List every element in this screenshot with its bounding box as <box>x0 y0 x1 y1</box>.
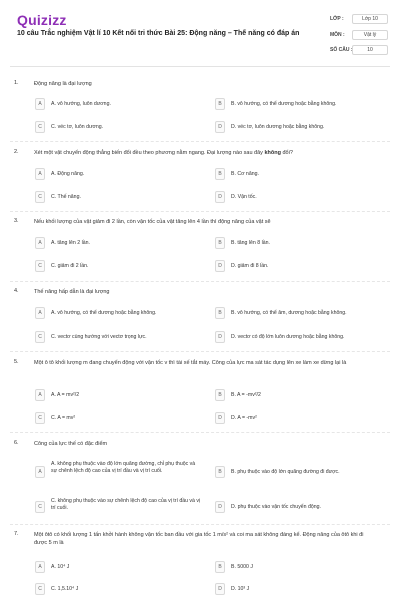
option-letter-box: A <box>35 389 45 401</box>
option-b[interactable] <box>215 561 390 573</box>
question-text <box>34 149 374 157</box>
option-b[interactable] <box>215 237 390 249</box>
option-a[interactable] <box>35 98 205 110</box>
option-text: D. phụ thuộc vào vận tốc chuyển động. <box>231 504 321 510</box>
option-text: D. vectơ có độ lớn luôn dương hoặc bằng không. <box>231 334 345 340</box>
option-letter-box: D <box>215 191 225 203</box>
option-letter-box: D <box>215 583 225 595</box>
option-text: C. Thế năng. <box>51 194 81 200</box>
meta-subject <box>330 30 390 42</box>
option-a[interactable] <box>35 561 205 573</box>
option-letter-box: C <box>35 501 45 513</box>
question-text: Một ô tô khối lượng m đang chuyển động với vận tốc v thì tài xế tắt máy. Công của lực ma sát tác dụng lên xe làm xe dừng lại là <box>34 360 347 366</box>
option-letter-box: D <box>215 121 225 133</box>
option-text: C. A = mv² <box>51 415 76 421</box>
option-b[interactable] <box>215 466 390 478</box>
page-title: 10 câu Trắc nghiệm Vật lí 10 Kết nối tri thức Bài 25: Động năng – Thế năng có đáp án <box>17 30 300 37</box>
option-letter-box: B <box>215 307 225 319</box>
option-b[interactable] <box>215 98 390 110</box>
option-a[interactable] <box>35 237 205 249</box>
option-c[interactable] <box>35 331 205 343</box>
question-text-part: Xét một vật chuyển động thẳng biến đổi đều theo phương nằm ngang. Đại lượng nào sau đây <box>34 150 265 156</box>
option-letter-box: D <box>215 260 225 272</box>
option-text: C. vectơ cùng hướng với vectơ trọng lực. <box>51 334 147 340</box>
option-letter-box: A <box>35 307 45 319</box>
option-letter-box: C <box>35 331 45 343</box>
worksheet-header <box>0 0 400 64</box>
question-text-part: đổi? <box>280 150 293 156</box>
option-b[interactable] <box>215 389 390 401</box>
option-a[interactable] <box>35 168 205 180</box>
option-letter-box: C <box>35 412 45 424</box>
option-text: A. 10⁴ J <box>51 564 70 570</box>
option-text: B. A = -mv²/2 <box>231 392 261 398</box>
question-number: 5. <box>14 359 19 365</box>
option-letter-box: B <box>215 237 225 249</box>
option-letter-box: B <box>215 389 225 401</box>
option-c[interactable] <box>35 260 205 272</box>
option-c[interactable] <box>35 497 205 517</box>
meta-count <box>330 45 390 57</box>
question-text: Động năng là đại lượng <box>34 81 92 87</box>
question-divider <box>10 281 390 282</box>
option-letter-box: C <box>35 260 45 272</box>
option-d[interactable] <box>215 501 390 513</box>
option-a[interactable] <box>35 389 205 401</box>
option-c[interactable] <box>35 191 205 203</box>
option-text: D. véc tơ, luôn dương hoặc bằng không. <box>231 124 325 130</box>
option-text: D. giảm đi 8 lần. <box>231 263 269 269</box>
option-letter-box: B <box>215 98 225 110</box>
option-letter-box: A <box>35 561 45 573</box>
meta-subject-value: Vật lý <box>352 30 388 40</box>
option-c[interactable] <box>35 121 205 133</box>
option-d[interactable] <box>215 331 390 343</box>
quizizz-logo: Quizizz <box>17 12 67 28</box>
option-text: C. 1,5.10⁴ J <box>51 586 79 592</box>
question-divider <box>10 141 390 142</box>
option-c[interactable] <box>35 412 205 424</box>
question-divider <box>10 351 390 352</box>
option-text: C. véc tơ, luôn dương. <box>51 124 104 130</box>
option-letter-box: C <box>35 583 45 595</box>
question-text: Công của lực thế có đặc điểm <box>34 441 108 447</box>
question-number: 3. <box>14 218 19 224</box>
option-text: A. tăng lên 2 lần. <box>51 240 90 246</box>
question-number: 6. <box>14 440 19 446</box>
option-a[interactable] <box>35 459 205 485</box>
option-letter-box: D <box>215 412 225 424</box>
option-a[interactable] <box>35 307 205 319</box>
option-d[interactable] <box>215 191 390 203</box>
option-b[interactable] <box>215 307 390 319</box>
option-d[interactable] <box>215 121 390 133</box>
option-text: D. A = -mv² <box>231 415 257 421</box>
option-text: B. vô hướng, có thể âm, dương hoặc bằng không. <box>231 310 347 316</box>
option-text: C. giảm đi 2 lần. <box>51 263 89 269</box>
option-letter-box: B <box>215 466 225 478</box>
option-text: B. Cơ năng. <box>231 171 259 177</box>
option-letter-box: D <box>215 331 225 343</box>
option-letter-box: B <box>215 168 225 180</box>
option-text: C. không phụ thuộc vào sự chênh lệch độ cao của vị trí đầu và vị trí cuối. <box>51 498 201 511</box>
question-divider <box>10 432 390 433</box>
header-divider <box>10 66 390 67</box>
question-number: 4. <box>14 288 19 294</box>
option-d[interactable] <box>215 583 390 595</box>
option-letter-box: C <box>35 191 45 203</box>
option-text: D. Vận tốc. <box>231 194 257 200</box>
question-text-emphasis: không <box>264 150 281 156</box>
option-d[interactable] <box>215 260 390 272</box>
option-text: A. không phụ thuộc vào độ lớn quãng đường, chỉ phụ thuộc và sự chênh lệch độ cao của vị trí đầu và vị trí cuối. <box>51 461 196 474</box>
option-text: D. 10³ J <box>231 586 250 592</box>
option-letter-box: C <box>35 121 45 133</box>
meta-count-value: 10 <box>352 45 388 55</box>
option-letter-box: A <box>35 466 45 478</box>
option-c[interactable] <box>35 583 205 595</box>
option-text: A. vô hướng, có thể dương hoặc bằng không. <box>51 310 157 316</box>
option-letter-box: A <box>35 168 45 180</box>
option-text: B. vô hướng, có thể dương hoặc bằng không. <box>231 101 337 107</box>
meta-class-value: Lớp 10 <box>352 14 388 24</box>
question-divider <box>10 211 390 212</box>
question-divider <box>10 524 390 525</box>
question-text: Một ôtô có khối lượng 1 tấn khởi hành không vận tốc ban đầu với gia tốc 1 m/s² và coi ma sát không đáng kể. Động năng của ôtô khi đi được 5 m là <box>34 532 364 546</box>
option-b[interactable] <box>215 168 390 180</box>
question-text: Nếu khối lượng của vật giảm đi 2 lần, còn vận tốc của vật tăng lên 4 lần thì động năng của vật sẽ <box>34 219 271 225</box>
meta-count-label: SỐ CÂU : <box>330 47 353 53</box>
meta-subject-label: MÔN : <box>330 32 345 38</box>
option-text: A. A = mv²/2 <box>51 392 80 398</box>
option-text: A. Động năng. <box>51 171 85 177</box>
option-letter-box: A <box>35 237 45 249</box>
option-letter-box: A <box>35 98 45 110</box>
question-text: Thế năng hấp dẫn là đại lượng <box>34 289 110 295</box>
question-number: 1. <box>14 80 19 86</box>
option-text: B. tăng lên 8 lần. <box>231 240 270 246</box>
option-text: B. phụ thuộc vào độ lớn quãng đường đi được. <box>231 469 340 475</box>
meta-class-label: LỚP : <box>330 16 344 22</box>
option-letter-box: D <box>215 501 225 513</box>
meta-class <box>330 14 390 26</box>
option-text: B. 5000 J <box>231 564 253 570</box>
option-text: A. vô hướng, luôn dương. <box>51 101 111 107</box>
question-number: 2. <box>14 149 19 155</box>
option-letter-box: B <box>215 561 225 573</box>
question-number: 7. <box>14 531 19 537</box>
option-d[interactable] <box>215 412 390 424</box>
